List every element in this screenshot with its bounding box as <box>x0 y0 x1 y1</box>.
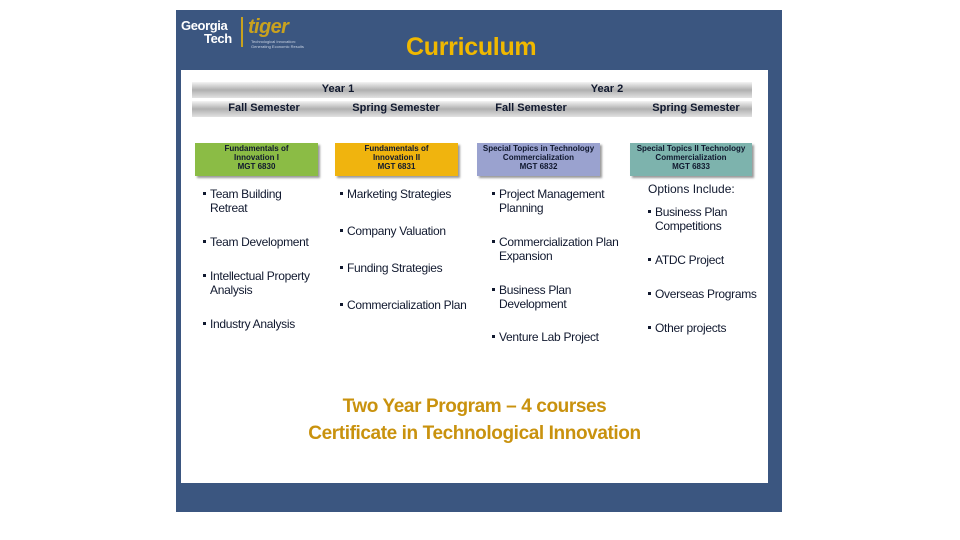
bullet-icon <box>648 258 651 261</box>
bullet-icon <box>492 240 495 243</box>
course-code: MGT 6833 <box>672 162 710 171</box>
year-1-label: Year 1 <box>321 83 355 95</box>
list-item-text: Intellectual Property <box>210 269 310 283</box>
course-name: Fundamentals of <box>364 144 429 153</box>
list-item-text: Expansion <box>499 249 553 263</box>
list-item <box>492 330 599 344</box>
slide-title: Curriculum <box>406 33 537 61</box>
course-name: Special Topics in Technology <box>482 144 595 153</box>
year-2-label: Year 2 <box>590 83 624 95</box>
list-item <box>203 269 310 297</box>
bullet-icon <box>648 326 651 329</box>
semester-label-1: Fall Semester <box>228 102 300 114</box>
list-item <box>203 187 281 215</box>
bullet-icon <box>340 192 343 195</box>
list-item <box>340 187 451 201</box>
logo-divider <box>241 17 243 47</box>
list-item <box>340 224 446 238</box>
list-item-text: Commercialization Plan <box>347 298 467 312</box>
course-name: Innovation I <box>234 153 279 162</box>
bullet-icon <box>648 292 651 295</box>
list-item-text: Venture Lab Project <box>499 330 599 344</box>
list-item-text: Competitions <box>655 219 722 233</box>
course-name: Innovation II <box>372 153 421 162</box>
bullet-icon <box>340 303 343 306</box>
list-item-text: Funding Strategies <box>347 261 443 275</box>
list-item <box>340 261 442 275</box>
list-item-text: Industry Analysis <box>210 317 295 331</box>
options-include-label: Options Include: <box>648 182 735 196</box>
bullet-icon <box>492 288 495 291</box>
semester-label-2: Spring Semester <box>352 102 440 114</box>
course-code: MGT 6831 <box>377 162 416 171</box>
course-box-2 <box>335 143 458 176</box>
list-item-text: Other projects <box>655 321 727 335</box>
course-name: Special Topics II Technology <box>636 144 746 153</box>
year-header-band <box>192 82 752 98</box>
logo-line-georgia: Georgia <box>181 18 228 33</box>
bullet-icon <box>203 192 206 195</box>
list-item-text: Overseas Programs <box>655 287 757 301</box>
course-name: Fundamentals of <box>224 144 289 153</box>
list-item-text: Company Valuation <box>347 224 446 238</box>
semester-label-3: Fall Semester <box>495 102 567 114</box>
bullet-icon <box>492 335 495 338</box>
list-item-text: Team Building <box>210 187 282 201</box>
list-item <box>648 321 726 335</box>
list-item <box>492 235 618 263</box>
list-item-text: Development <box>499 297 567 311</box>
bullet-icon <box>340 229 343 232</box>
list-item-text: Planning <box>499 201 544 215</box>
bullet-icon <box>648 210 651 213</box>
logo-tiger: tiger <box>248 16 289 38</box>
list-item-text: Commercialization Plan <box>499 235 619 249</box>
course-box-4 <box>630 143 752 176</box>
footer-certificate-line: Certificate in Technological Innovation <box>308 423 641 444</box>
list-item <box>492 283 571 311</box>
list-item-text: Project Management <box>499 187 605 201</box>
bullet-icon <box>340 266 343 269</box>
list-item <box>203 317 295 331</box>
list-item <box>648 253 724 267</box>
bullet-icon <box>492 192 495 195</box>
georgia-tech-logo <box>181 17 306 51</box>
course-name: Commercialization <box>655 153 727 162</box>
semester-header-band <box>192 101 752 117</box>
course-code: MGT 6832 <box>519 162 558 171</box>
list-item-text: Marketing Strategies <box>347 187 452 201</box>
semester-label-4: Spring Semester <box>652 102 740 114</box>
list-item-text: Retreat <box>210 201 248 215</box>
course-box-3 <box>477 143 600 176</box>
list-item-text: Analysis <box>210 283 253 297</box>
footer-program-line: Two Year Program – 4 courses <box>342 396 607 417</box>
bullet-icon <box>203 274 206 277</box>
list-item <box>492 187 604 215</box>
logo-wordmark <box>181 19 232 45</box>
list-item-text: Team Development <box>210 235 309 249</box>
list-item <box>203 235 309 249</box>
list-item-text: ATDC Project <box>655 253 724 267</box>
course-code: MGT 6830 <box>237 162 276 171</box>
course-box-1 <box>195 143 318 176</box>
bullet-icon <box>203 240 206 243</box>
logo-tagline: Technological Innovation: Generating Economic Results <box>251 39 304 49</box>
bullet-icon <box>203 322 206 325</box>
list-item <box>648 287 757 301</box>
logo-line-tech: Tech <box>204 31 232 46</box>
list-item <box>340 298 466 312</box>
list-item <box>648 205 727 233</box>
list-item-text: Business Plan <box>655 205 728 219</box>
list-item-text: Business Plan <box>499 283 572 297</box>
course-name: Commercialization <box>502 153 575 162</box>
